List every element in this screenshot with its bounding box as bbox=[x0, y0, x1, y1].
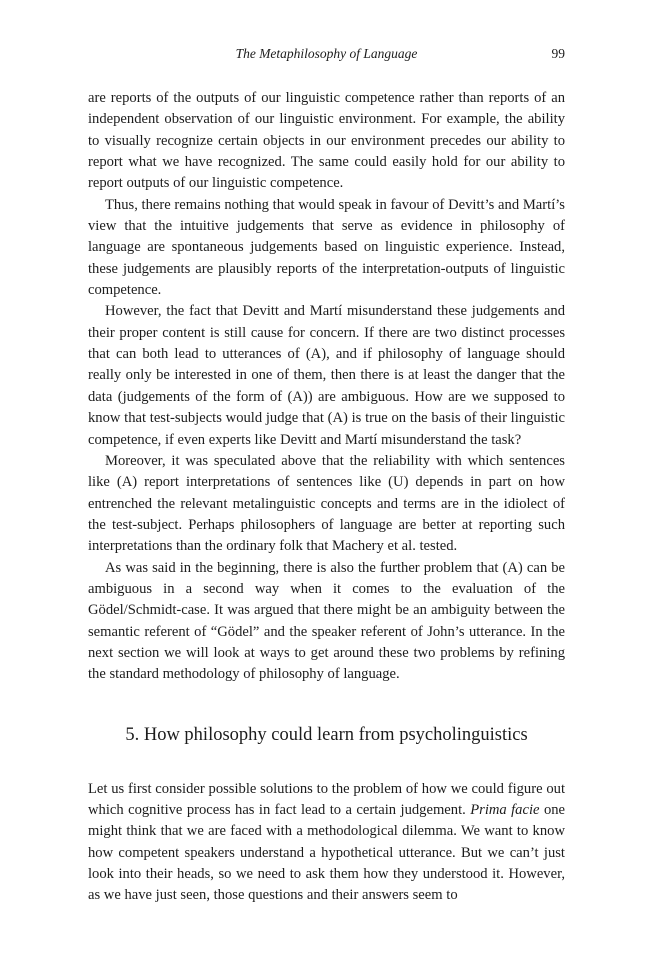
running-title: The Metaphilosophy of Language bbox=[235, 46, 418, 61]
paragraph-text-end: one might think that we are faced with a methodological dilemma. We want to know how competent speakers understand a hypothetical utterance. But we can’t just look into their heads, so we need to ask them how they understood it. However, as we have just seen, those questions and their answers seem to bbox=[88, 801, 566, 904]
paragraph-text-start: Let us first consider possible solutions to the problem of how we could figure out which cognitive process has in fact lead to a certain judgement. bbox=[88, 780, 565, 818]
paragraph: Moreover, it was speculated above that the reliability with which sentences like (A) report interpretations of sentences like (U) depends in part on how entrenched the relevant metalinguistic concepts and terms are in the idiolect of the test-subject. Perhaps philosophers of language are better at reporting such interpretations than the ordinary folk that Machery et al. tested. bbox=[88, 452, 565, 555]
body-text bbox=[88, 88, 565, 907]
paragraph: As was said in the beginning, there is also the further problem that (A) can be ambiguous in a second way when it comes to the evaluation of the Gödel/Schmidt-case. It was argued that there might be an ambiguity between the semantic referent of “Gödel” and the speaker referent of John’s utterance. In the next section we will look at ways to get around these two problems by refining the standard methodology of philosophy of language. bbox=[88, 559, 565, 683]
section-heading: 5. How philosophy could learn from psycholinguistics bbox=[125, 724, 528, 745]
section-first-paragraph bbox=[88, 779, 565, 907]
paragraph: Thus, there remains nothing that would speak in favour of Devitt’s and Martí’s view that the intuitive judgements that serve as evidence in philosophy of language are spontaneous judgements based on linguistic experience. Instead, these judgements are plausibly reports of the interpretation-outputs of linguistic competence. bbox=[88, 196, 565, 299]
italic-phrase: Prima facie bbox=[470, 801, 540, 818]
paragraph-continued: are reports of the outputs of our linguistic competence rather than reports of an independent observation of our linguistic environment. For example, the ability to visually recognize certain objects in our environment precedes our ability to report what we have recognized. The same could easily hold for our ability to report outputs of our linguistic competence. bbox=[88, 90, 565, 192]
paragraph: However, the fact that Devitt and Martí misunderstand these judgements and their proper content is still cause for concern. If there are two distinct processes that can both lead to utterances of (A), and if philosophy of language should really only be interested in one of them, then there is at least the danger that the data (judgements of the form of (A)) are ambiguous. How are we supposed to know that test-subjects would judge that (A) is true on the basis of their linguistic competence, if even experts like Devitt and Martí misunderstand the task? bbox=[88, 303, 565, 448]
page-number: 99 bbox=[551, 46, 565, 61]
